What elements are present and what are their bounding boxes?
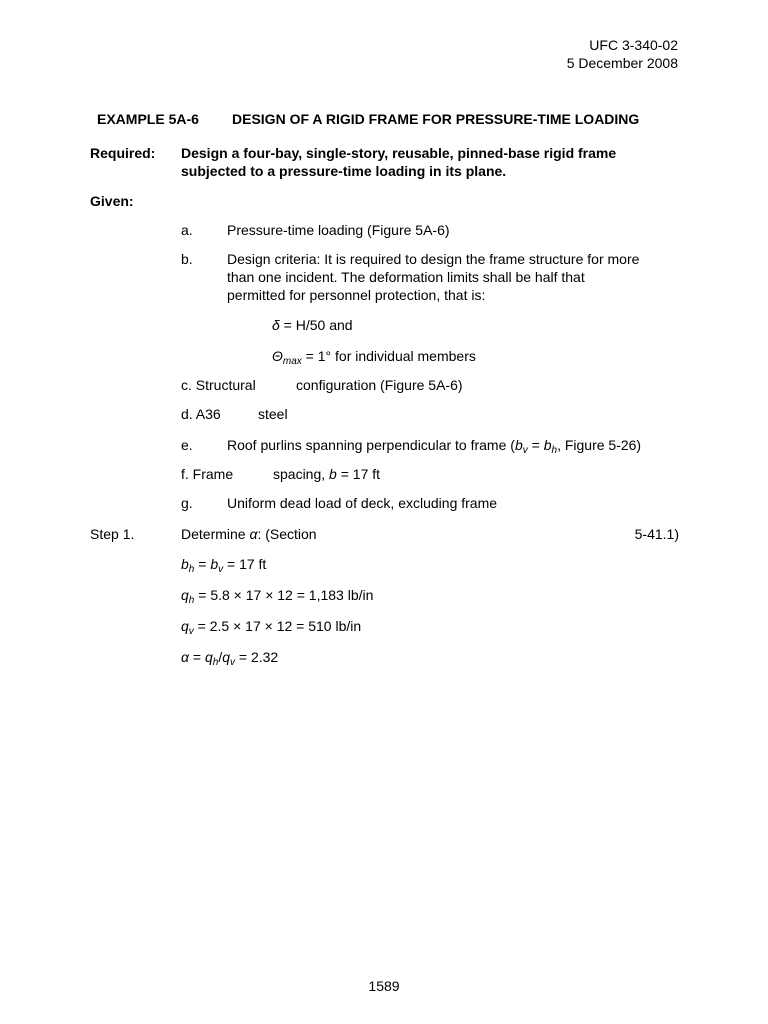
var-b: b xyxy=(210,556,219,572)
delta-symbol: δ xyxy=(272,317,280,333)
equation-qh xyxy=(181,586,373,604)
step1-text-post: : (Section xyxy=(257,526,317,542)
slash: / xyxy=(218,649,223,665)
equation-rest: = 17 ft xyxy=(223,556,267,572)
given-c-text: configuration (Figure 5A-6) xyxy=(296,377,463,393)
required-text-line1: Design a four-bay, single-story, reusable, pinned-base rigid frame xyxy=(181,145,617,161)
var-b: b xyxy=(329,466,337,482)
example-title: DESIGN OF A RIGID FRAME FOR PRESSURE-TIME LOADING xyxy=(232,111,640,127)
given-f-text xyxy=(273,465,380,483)
given-b-line3: permitted for personnel protection, that is: xyxy=(227,287,486,303)
given-b-marker: b. xyxy=(181,251,193,267)
given-label: Given: xyxy=(90,193,134,209)
doc-id: UFC 3-340-02 xyxy=(589,37,678,53)
given-d-marker: d. A36 xyxy=(181,406,221,422)
subscript-h: h xyxy=(212,657,219,668)
given-g-marker: g. xyxy=(181,495,193,511)
given-g-text: Uniform dead load of deck, excluding frame xyxy=(227,495,498,511)
equation-alpha xyxy=(181,648,278,666)
given-a-text: Pressure-time loading (Figure 5A-6) xyxy=(227,222,450,238)
equation-rest: = 5.8 × 17 × 12 = 1,183 lb/in xyxy=(194,587,374,603)
step1-text xyxy=(181,525,317,543)
subscript-h: h xyxy=(551,445,558,456)
step1-label: Step 1. xyxy=(90,526,135,542)
subscript-v: v xyxy=(522,445,528,456)
given-f-text-pre: spacing, xyxy=(273,466,330,482)
var-b: b xyxy=(181,556,189,572)
rotation-equation-rest: = 1° for individual members xyxy=(301,348,476,364)
given-e-marker: e. xyxy=(181,437,193,453)
subscript-v: v xyxy=(230,657,235,668)
subscript-v: v xyxy=(218,564,224,575)
theta-symbol: Θ xyxy=(272,348,283,364)
example-number: EXAMPLE 5A-6 xyxy=(97,111,199,127)
equals: = xyxy=(194,556,211,572)
required-text-line2: subjected to a pressure-time loading in its plane. xyxy=(181,163,507,179)
equals: = xyxy=(527,437,544,453)
given-b-line1: Design criteria: It is required to design the frame structure for more xyxy=(227,251,640,267)
equation-rest: = 2.32 xyxy=(235,649,279,665)
subscript-h: h xyxy=(188,564,195,575)
var-q: q xyxy=(181,618,189,634)
deflection-equation xyxy=(272,316,353,334)
given-e-text xyxy=(227,436,641,454)
equation-qv xyxy=(181,617,361,635)
step1-section-ref: 5-41.1) xyxy=(634,526,679,542)
given-c-marker: c. Structural xyxy=(181,377,256,393)
given-f-marker: f. Frame xyxy=(181,466,234,482)
alpha-symbol: α xyxy=(249,526,258,542)
var-q: q xyxy=(222,649,230,665)
given-d-text: steel xyxy=(258,406,288,422)
var-q: q xyxy=(181,587,189,603)
step1-text-pre: Determine xyxy=(181,526,250,542)
theta-subscript: max xyxy=(282,356,302,367)
subscript-v: v xyxy=(188,626,194,637)
equation-rest: = 2.5 × 17 × 12 = 510 lb/in xyxy=(193,618,362,634)
equation-bh-bv xyxy=(181,555,266,573)
equals: = xyxy=(188,649,205,665)
alpha-symbol: α xyxy=(181,649,189,665)
required-label: Required: xyxy=(90,145,156,161)
given-b-line2: than one incident. The deformation limits shall be half that xyxy=(227,269,585,285)
given-f-text-post: = 17 ft xyxy=(336,466,381,482)
given-e-text-pre: Roof purlins spanning perpendicular to frame ( xyxy=(227,437,515,453)
subscript-h: h xyxy=(188,595,195,606)
var-b: b xyxy=(543,437,552,453)
deflection-equation-rest: = H/50 and xyxy=(279,317,353,333)
given-e-text-post: , Figure 5-26) xyxy=(557,437,642,453)
var-b: b xyxy=(514,437,523,453)
doc-date: 5 December 2008 xyxy=(566,55,678,71)
page-number: 1589 xyxy=(368,978,400,994)
var-q: q xyxy=(204,649,213,665)
given-a-marker: a. xyxy=(181,222,193,238)
rotation-equation xyxy=(272,347,476,365)
